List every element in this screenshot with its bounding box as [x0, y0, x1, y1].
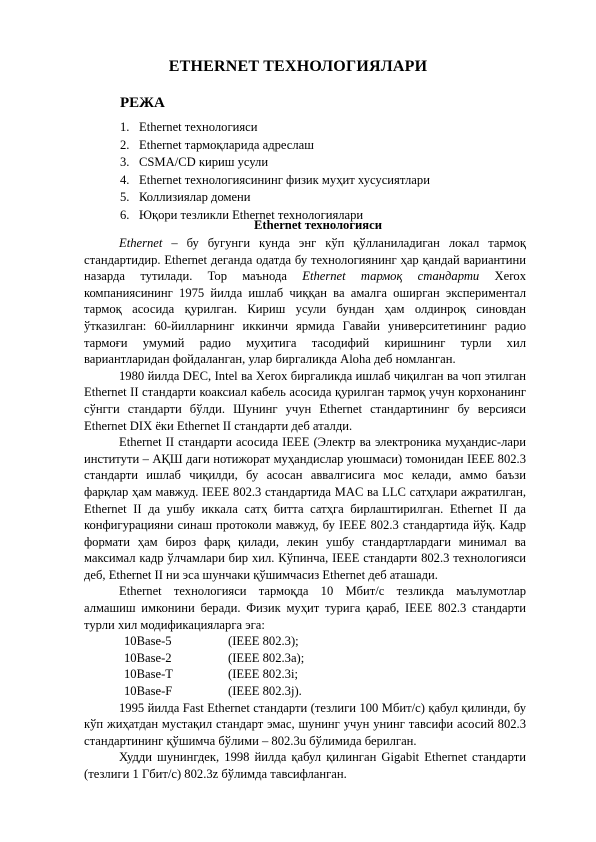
plan-item	[120, 154, 430, 172]
standards-row	[84, 683, 526, 700]
standard-name: 10Base-5	[124, 634, 172, 649]
plan-item	[120, 189, 430, 207]
standards-row	[84, 666, 526, 683]
plan-item-text: Ethernet технологияси	[139, 120, 258, 134]
plan-item-text: Ethernet технологиясининг физик муҳит хусусиятлари	[139, 172, 430, 187]
plan-item-number: 2.	[120, 137, 130, 152]
paragraph-text: Xerox компаниясининг 1975 йилда ишлаб чиққан ва амалга оширган экспериментал тармоқ асосида қурилган. Кириш усули бундан ҳам олдинроқ синовдан ўтказилган: 60-йилларнинг иккинчи ярмида Гавайи университетининг радио тармоғи умумий радио муҳитига тасодифий киришнинг турли хил вариантларидан фойдаланган, улар биргаликда Aloha деб номланган.	[84, 269, 526, 367]
paragraph: Худди шунингдек, 1998 йилда қабул қилинган Gigabit Ethernet стандарти (тезлиги 1 Гбит/с) 802.3z бўлимда тавсифланган.	[84, 750, 526, 781]
paragraph-emphasis: Ethernet тармоқ стандарти	[302, 269, 480, 284]
section-title: Ethernet технологияси	[254, 218, 382, 232]
standard-name: 10Base-2	[124, 650, 172, 665]
plan-heading: РЕЖА	[120, 95, 165, 111]
standard-name: 10Base-F	[124, 684, 173, 699]
page-title: ETHERNET ТЕХНОЛОГИЯЛАРИ	[168, 58, 428, 75]
plan-item-number: 3.	[120, 155, 130, 169]
standards-row	[84, 650, 526, 667]
standard-spec: (IEEE 802.3j).	[228, 684, 302, 699]
plan-item-number: 5.	[120, 190, 130, 204]
plan-item-text: Ethernet тармоқларида адреслаш	[139, 137, 314, 152]
plan-item	[120, 137, 430, 155]
paragraph: Ethernet технологияси тармоқда 10 Мбит/с тезликда маълумотлар алмашиш имконини беради. Физик муҳит турига қараб, IEEE 802.3 стандарти турли хил модификацияларга эга:	[84, 584, 526, 632]
paragraph-emphasis: Ethernet	[119, 236, 163, 250]
standards-list	[84, 633, 526, 699]
paragraph: Ethernet II стандарти асосида IEEE (Электр ва электроника муҳандис-лари институти – АҚШ даги нотижорат муҳандислар уюшмаси) томонидан IEEE 802.3 стандарти ишлаб чиқилди, бу асосан аввалгисига мос келади, аммо баъзи фарқлар ҳам мавжуд. IEEE 802.3 стандартида MAC ва LLC сатҳлари ажратилган, Ethernet II да ушбу иккала сатҳ битта сатҳга бирлаштирилган. Ethernet II да конфигурацияни синаш протоколи мавжуд, бу IEEE 802.3 стандартида йўқ. Кадр формати ҳам бироз фарқ қилади, лекин ушбу стандартлардаги минимал ва максимал кадр ўлчамлари бир хил. Кўпинча, IEEE стандарти 802.3 технологияси деб, Ethernet II ни эса шунчаки қўшимчасиз Ethernet деб аташади.	[84, 435, 526, 582]
plan-item	[120, 172, 430, 190]
standard-name: 10Base-T	[124, 667, 173, 682]
section-body	[84, 235, 526, 783]
paragraph	[84, 235, 526, 368]
paragraph: 1995 йилда Fast Ethernet стандарти (тезлиги 100 Мбит/с) қабул қилинди, бу кўп жиҳатдан мустақил стандарт эмас, шунинг учун унинг тавсифи асосий 802.3 стандартининг қўшимча бўлими – 802.3u бўлимида берилган.	[84, 700, 526, 748]
plan-list	[120, 119, 430, 224]
paragraph: 1980 йилда DEC, Intel ва Xerox биргаликда ишлаб чиқилган ва чоп этилган Ethernet II стандарти коаксиал кабель асосида қурилган тармоқ учун корхонанинг сўнгги стандарти бўлди. Шунинг учун Ethernet стандартининг бу версияси Ethernet DIX ёки Ethernet II стандарти деб аталди.	[84, 368, 526, 433]
plan-item	[120, 119, 430, 137]
plan-item-text: Коллизиялар домени	[139, 190, 251, 204]
plan-item-number: 6.	[120, 207, 130, 222]
plan-item-number: 4.	[120, 172, 130, 187]
standard-spec: (IEEE 802.3a);	[228, 650, 305, 665]
plan-item-text: Юқори тезликли Ethernet технологиялари	[139, 207, 364, 222]
plan-item-text: CSMA/CD кириш усули	[139, 155, 269, 169]
standards-row	[84, 633, 526, 650]
plan-item-number: 1.	[120, 120, 130, 134]
standard-spec: (IEEE 802.3i;	[228, 667, 298, 682]
paragraph-text: – бу бугунги кунда энг кўп қўлланиладиган локал тармоқ стандартидир. Ethernet деганда одатда бу технологиянинг ҳар қандай вариантини назарда тутилади. Тор маънода	[84, 236, 526, 284]
standard-spec: (IEEE 802.3);	[228, 634, 299, 649]
